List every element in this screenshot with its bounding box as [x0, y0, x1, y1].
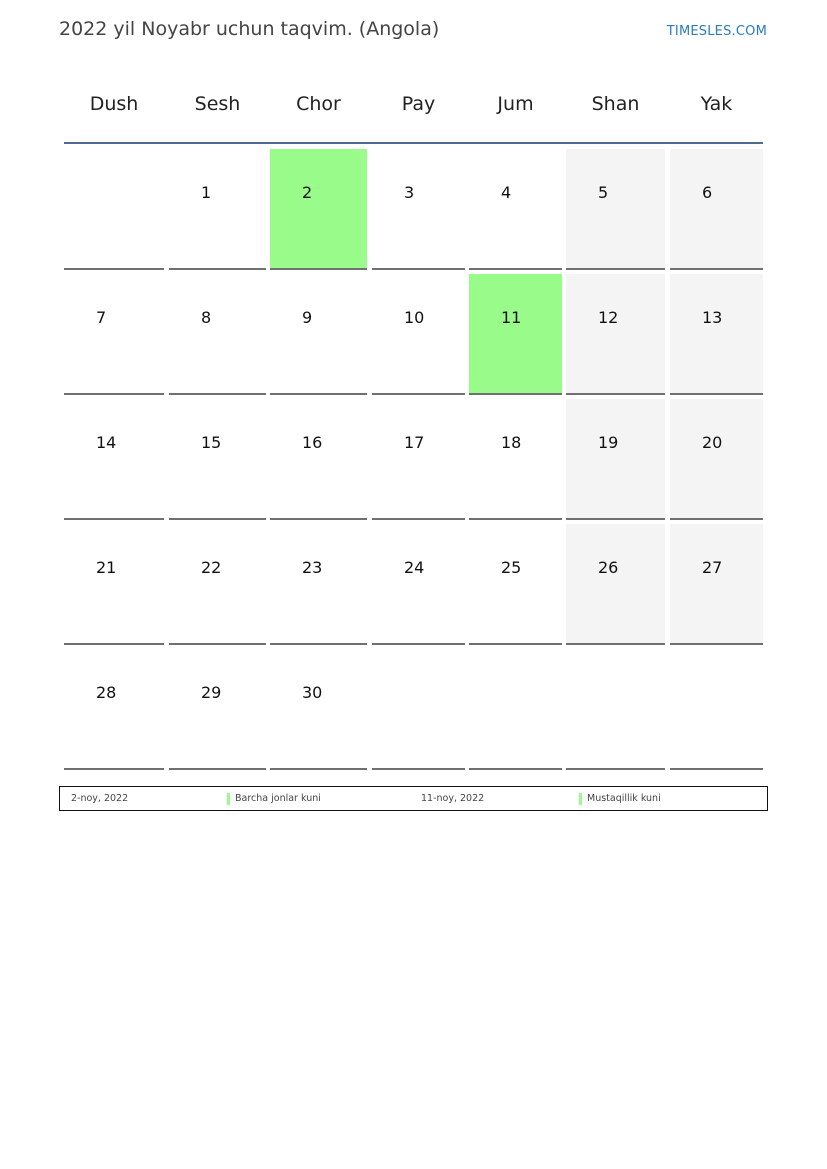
day-number: 5 [598, 183, 609, 202]
day-number: 2 [302, 183, 313, 202]
day-cell-16[interactable] [270, 399, 367, 520]
holiday-legend [59, 786, 768, 811]
weekday-header-row [64, 80, 763, 128]
legend-swatch-2 [579, 793, 582, 805]
empty-day-cell [372, 649, 465, 770]
day-cell-23[interactable] [270, 524, 367, 645]
day-number: 19 [598, 433, 619, 452]
day-number: 16 [302, 433, 323, 452]
day-number: 6 [702, 183, 713, 202]
day-cell-13[interactable] [670, 274, 763, 395]
weekday-sesh: Sesh [194, 93, 241, 115]
empty-day-cell [566, 649, 665, 770]
day-cell-14[interactable] [64, 399, 164, 520]
day-number: 11 [501, 308, 522, 327]
day-number: 4 [501, 183, 512, 202]
day-number: 1 [201, 183, 212, 202]
day-number: 9 [302, 308, 313, 327]
day-cell-10[interactable] [372, 274, 465, 395]
day-number: 28 [96, 683, 117, 702]
day-cell-19[interactable] [566, 399, 665, 520]
day-cell-8[interactable] [169, 274, 266, 395]
weekday-jum: Jum [497, 93, 534, 115]
day-number: 7 [96, 308, 107, 327]
day-cell-5[interactable] [566, 149, 665, 270]
day-cell-20[interactable] [670, 399, 763, 520]
day-cell-12[interactable] [566, 274, 665, 395]
day-number: 25 [501, 558, 522, 577]
day-cell-1[interactable] [169, 149, 266, 270]
weekday-pay: Pay [401, 93, 436, 115]
day-cell-24[interactable] [372, 524, 465, 645]
weekday-chor: Chor [296, 93, 341, 115]
day-cell-30[interactable] [270, 649, 367, 770]
legend-date-2: 11-noy, 2022 [421, 793, 485, 804]
day-number: 8 [201, 308, 212, 327]
day-cell-27[interactable] [670, 524, 763, 645]
day-number: 24 [404, 558, 425, 577]
day-cell-15[interactable] [169, 399, 266, 520]
day-number: 26 [598, 558, 619, 577]
day-number: 21 [96, 558, 117, 577]
day-cell-6[interactable] [670, 149, 763, 270]
brand-link[interactable]: TIMESLES.COM [666, 24, 767, 39]
day-number: 17 [404, 433, 425, 452]
day-cell-29[interactable] [169, 649, 266, 770]
day-cell-25[interactable] [469, 524, 562, 645]
day-cell-26[interactable] [566, 524, 665, 645]
legend-swatch-1 [227, 793, 230, 805]
day-number: 22 [201, 558, 222, 577]
day-number: 12 [598, 308, 619, 327]
page-title: 2022 yil Noyabr uchun taqvim. (Angola) [59, 18, 440, 40]
day-number: 29 [201, 683, 222, 702]
day-cell-11[interactable] [469, 274, 562, 395]
day-cell-28[interactable] [64, 649, 164, 770]
day-cell-4[interactable] [469, 149, 562, 270]
day-cell-3[interactable] [372, 149, 465, 270]
empty-day-cell [64, 149, 164, 270]
day-number: 27 [702, 558, 723, 577]
day-cell-2[interactable] [270, 149, 367, 270]
day-number: 30 [302, 683, 323, 702]
day-number: 23 [302, 558, 323, 577]
day-number: 15 [201, 433, 222, 452]
day-number: 18 [501, 433, 522, 452]
weekday-dush: Dush [89, 93, 139, 115]
day-cell-21[interactable] [64, 524, 164, 645]
legend-name-2: Mustaqillik kuni [587, 793, 661, 804]
day-cell-22[interactable] [169, 524, 266, 645]
weekday-yak: Yak [700, 93, 733, 115]
day-number: 3 [404, 183, 415, 202]
day-number: 13 [702, 308, 723, 327]
day-cell-7[interactable] [64, 274, 164, 395]
day-number: 14 [96, 433, 117, 452]
day-cell-18[interactable] [469, 399, 562, 520]
weekday-shan: Shan [591, 93, 640, 115]
day-cell-9[interactable] [270, 274, 367, 395]
day-number: 10 [404, 308, 425, 327]
day-number: 20 [702, 433, 723, 452]
empty-day-cell [469, 649, 562, 770]
empty-day-cell [670, 649, 763, 770]
legend-name-1: Barcha jonlar kuni [235, 793, 321, 804]
header-rule [64, 142, 763, 144]
legend-date-1: 2-noy, 2022 [71, 793, 129, 804]
day-cell-17[interactable] [372, 399, 465, 520]
